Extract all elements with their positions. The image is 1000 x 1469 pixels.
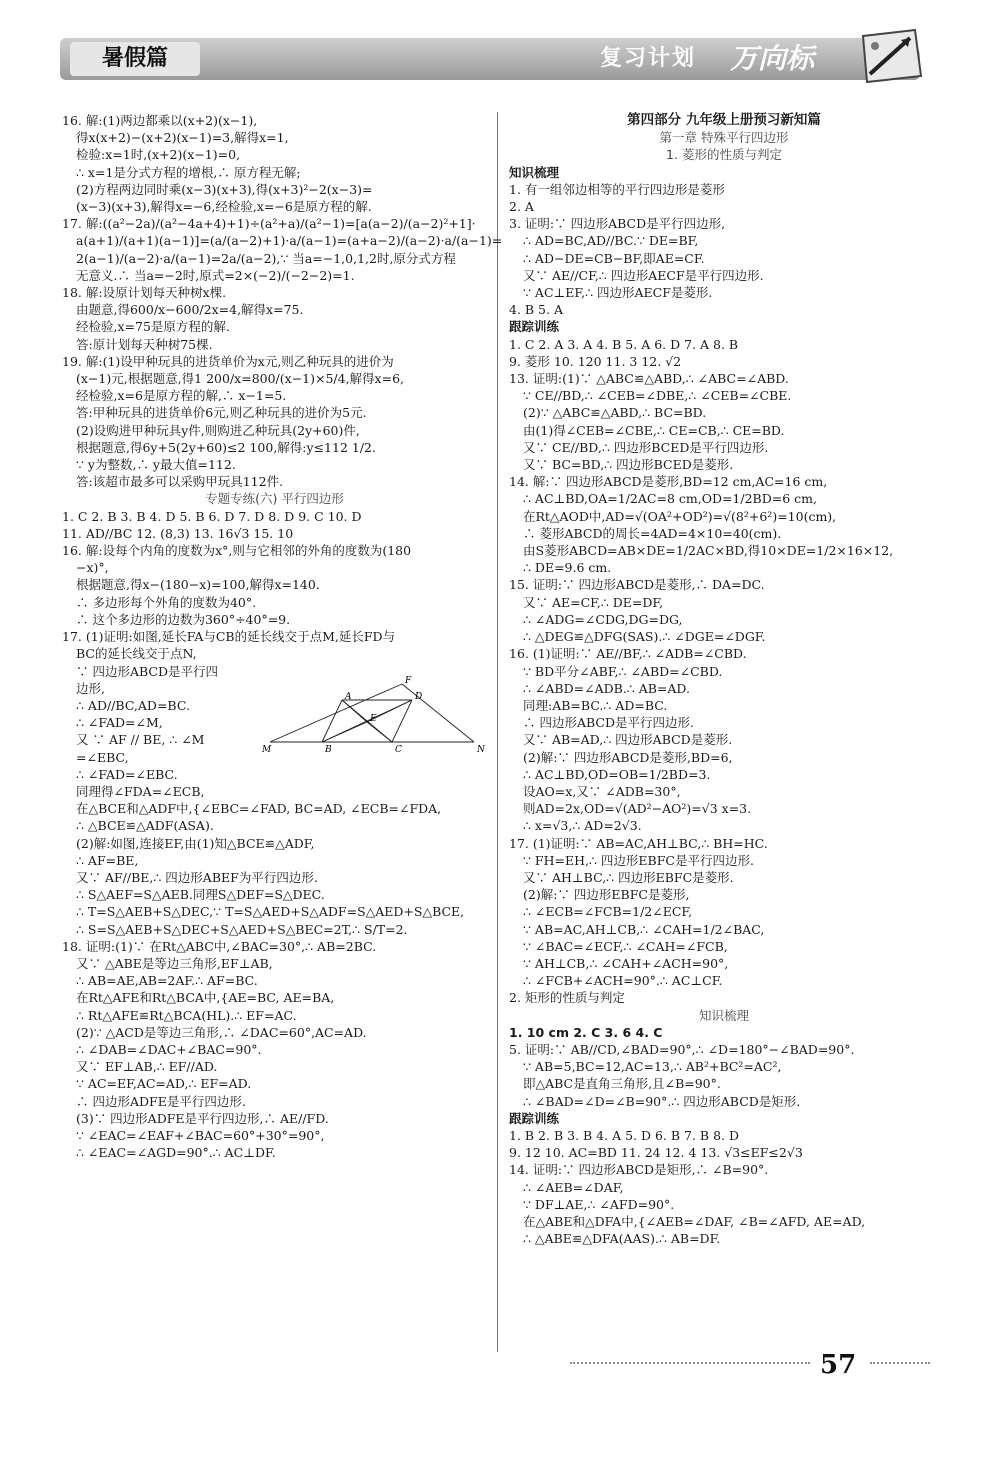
text-line: ∵ AB=AC,AH⊥CB,∴ ∠CAH=1/2∠BAC,	[523, 921, 765, 937]
text-line: (2)解:∵ 四边形ABCD是菱形,BD=6,	[523, 749, 733, 765]
text-line: 19. 解:(1)设甲种玩具的进货单价为x元,则乙种玩具的进价为	[62, 353, 394, 369]
text-line: ∴ AD−DE=CB−BF,即AE=CF.	[523, 250, 705, 266]
text-line: (2)设购进甲种玩具y件,则购进乙种玩具(2y+60)件,	[76, 422, 360, 438]
text-line: 14. 解:∵ 四边形ABCD是菱形,BD=12 cm,AC=16 cm,	[509, 474, 828, 490]
text-line: 又∵ △ABE是等边三角形,EF⊥AB,	[76, 955, 273, 971]
text-line: 4. B 5. A	[509, 302, 563, 318]
text-line: 16. (1)证明:∵ AE//BF,∴ ∠ADB=∠CBD.	[509, 646, 747, 662]
text-line: 同理得∠FDA=∠ECB,	[76, 783, 205, 799]
text-line: ∵ 四边形ABCD是平行四	[76, 663, 219, 679]
text-line: ∴ T=S△AEB+S△DEC,∵ T=S△AED+S△ADF=S△AED+S△BCE,	[76, 904, 465, 920]
text-line: 又 ∵ AF // BE, ∴ ∠M	[76, 732, 205, 748]
figure-label: D	[415, 692, 423, 703]
text-line: ∴ 多边形每个外角的度数为40°.	[76, 594, 257, 610]
text-line: (2)解:∵ 四边形EBFC是菱形,	[523, 887, 690, 903]
text-line: 又∵ BC=BD,∴ 四边形BCED是菱形.	[523, 457, 734, 473]
parallelogram-figure	[262, 676, 485, 756]
text-line: 又∵ AE//CF,∴ 四边形AECF是平行四边形.	[523, 267, 764, 283]
text-line: 16. 解:设每个内角的度数为x°,则与它相邻的外角的度数为(180	[62, 543, 412, 559]
text-line: 由S菱形ABCD=AB×DE=1/2AC×BD,得10×DE=1/2×16×12,	[523, 543, 894, 559]
text-line: ∴ S=S△AEB+S△DEC+S△AED+S△BEC=2T,∴ S/T=2.	[76, 921, 408, 937]
text-line: 答:甲种玩具的进货单价6元,则乙种玩具的进价为5元.	[76, 405, 367, 421]
text-line: ∴ DE=9.6 cm.	[523, 560, 612, 576]
figure-label: C	[395, 745, 402, 756]
text-line: 跟踪训练	[509, 319, 560, 335]
text-line: ∴ AC⊥BD,OA=1/2AC=8 cm,OD=1/2BD=6 cm,	[523, 491, 817, 507]
text-line: 在△ABE和△DFA中,{∠AEB=∠DAF, ∠B=∠AFD, AE=AD,	[523, 1214, 866, 1229]
text-line: 根据题意,得x−(180−x)=100,解得x=140.	[76, 577, 320, 593]
text-line: 边形,	[76, 680, 105, 696]
text-line: 15. 证明:∵ 四边形ABCD是菱形,∴ DA=DC.	[509, 577, 765, 593]
text-line: ∴ ∠BAD=∠D=∠B=90°.∴ 四边形ABCD是矩形.	[523, 1093, 801, 1109]
text-line: 则AD=2x,OD=√(AD²−AO²)=√3 x=3.	[523, 801, 752, 817]
text-line: BC的延长线交于点N,	[76, 646, 197, 662]
text-line: =∠EBC,	[76, 749, 129, 765]
text-line: ∴ AD//BC,AD=BC.	[76, 697, 190, 713]
text-line: 又∵ AE=CF,∴ DE=DF,	[523, 594, 664, 610]
figure-label: M	[262, 745, 272, 756]
text-line: 2(a−1)/(a−2)·a/(a−1)=2a/(a−2),∵ 当a=−1,0,1,2时,原分式方程	[76, 250, 456, 266]
text-line: 1. B 2. B 3. B 4. A 5. D 6. B 7. B 8. D	[509, 1127, 740, 1143]
text-line: (3)∵ 四边形ADFE是平行四边形,∴ AE//FD.	[76, 1110, 329, 1126]
plan-label: 复习计划	[600, 46, 697, 71]
text-line: 9. 12 10. AC=BD 11. 24 12. 4 13. √3≤EF≤2√3	[509, 1145, 803, 1161]
text-line: ∴ ∠ADG=∠CDG,DG=DG,	[523, 611, 683, 627]
text-line: 1. 菱形的性质与判定	[666, 147, 782, 163]
text-line: 设AO=x,又∵ ∠ADB=30°,	[523, 783, 681, 799]
text-line: a(a+1)/(a+1)(a−1)]=(a/(a−2)+1)·a/(a−1)=(a+a−2)/(a−2)·a/(a−1)=	[76, 233, 503, 249]
text-line: (x−3)(x+3),解得x=−6,经检验,x=−6是原方程的解.	[76, 199, 372, 215]
text-line: (2)∵ △ACD是等边三角形,∴ ∠DAC=60°,AC=AD.	[76, 1024, 367, 1040]
text-line: ∴ △ABE≌△DFA(AAS).∴ AB=DF.	[523, 1231, 721, 1247]
figure-label: A	[345, 692, 352, 703]
text-line: 5. 证明:∵ AB//CD,∠BAD=90°,∴ ∠D=180°−∠BAD=90°.	[509, 1041, 855, 1057]
text-line: ∴ 四边形ADFE是平行四边形.	[76, 1093, 246, 1109]
text-line: 2. 矩形的性质与判定	[509, 990, 625, 1006]
text-line: 又∵ AH⊥BC,∴ 四边形EBFC是菱形.	[523, 869, 734, 885]
text-line: −x)°,	[76, 560, 109, 576]
right-column	[509, 112, 939, 1247]
text-line: (2)∵ △ABC≌△ABD,∴ BC=BD.	[523, 405, 707, 421]
arrow-logo-icon	[855, 26, 925, 86]
text-line: 由(1)得∠CEB=∠CBE,∴ CE=CB,∴ CE=BD.	[523, 422, 785, 438]
text-line: ∵ ∠BAC=∠ECF,∴ ∠CAH=∠FCB,	[523, 938, 728, 954]
text-line: 16. 解:(1)两边都乘以(x+2)(x−1),	[62, 113, 258, 128]
figure-label: B	[325, 745, 332, 756]
text-line: 9. 菱形 10. 120 11. 3 12. √2	[509, 353, 682, 369]
text-line: 1. C 2. B 3. B 4. D 5. B 6. D 7. D 8. D 9. C 10. D	[62, 508, 362, 524]
text-line: ∴ 这个多边形的边数为360°÷40°=9.	[76, 611, 291, 627]
text-line: 知识梳理	[698, 1007, 749, 1023]
text-line: 即△ABC是直角三角形,且∠B=90°.	[523, 1076, 721, 1092]
text-line: ∴ AF=BE,	[76, 852, 139, 868]
text-line: ∴ x=1是分式方程的增根,∴ 原方程无解;	[76, 164, 301, 180]
text-line: ∵ BD平分∠ABF,∴ ∠ABD=∠CBD.	[523, 663, 723, 679]
text-line: ∴ ∠ABD=∠ADB.∴ AB=AD.	[523, 680, 690, 696]
text-line: 根据题意,得6y+5(2y+60)≤2 100,解得:y≤112 1/2.	[76, 439, 376, 455]
text-line: 17. (1)证明:如图,延长FA与CB的延长线交于点M,延长FD与	[62, 629, 396, 645]
text-line: ∵ y为整数,∴ y最大值=112.	[76, 457, 236, 473]
text-line: 17. 解:((a²−2a)/(a²−4a+4)+1)÷(a²+a)/(a²−1)=[a(a−2)/(a−2)²+1]·	[62, 216, 476, 232]
text-line: 1. C 2. A 3. A 4. B 5. A 6. D 7. A 8. B	[509, 336, 739, 352]
text-line: 答:原计划每天种树75棵.	[76, 336, 213, 352]
figure-label: F	[405, 676, 412, 687]
text-line: 专题专练(六) 平行四边形	[205, 491, 344, 507]
text-line: 1. 10 cm 2. C 3. 6 4. C	[509, 1024, 663, 1040]
figure-label: N	[477, 745, 485, 756]
footer-dots-right	[870, 1362, 930, 1364]
text-line: ∴ AB=AE,AB=2AF.∴ AF=BC.	[76, 973, 258, 989]
text-line: ∴ 四边形ABCD是平行四边形.	[523, 715, 694, 731]
figure-label: E	[370, 714, 377, 725]
text-line: ∵ DF⊥AE,∴ ∠AFD=90°.	[523, 1196, 675, 1212]
text-line: ∴ ∠EAC=∠AGD=90°.∴ AC⊥DF.	[76, 1145, 276, 1161]
text-line: ∴ 菱形ABCD的周长=4AD=4×10=40(cm).	[523, 525, 782, 541]
text-line: 11. AD//BC 12. (8,3) 13. 16√3 15. 10	[62, 525, 294, 541]
text-line: 第一章 特殊平行四边形	[659, 130, 789, 146]
text-line: 第四部分 九年级上册预习新知篇	[627, 112, 821, 128]
text-line: ∵ AB=5,BC=12,AC=13,∴ AB²+BC²=AC²,	[523, 1059, 782, 1075]
text-line: 经检验,x=6是原方程的解,∴ x−1=5.	[76, 388, 287, 404]
text-line: ∴ △BCE≌△ADF(ASA).	[76, 818, 214, 834]
text-line: 又∵ AB=AD,∴ 四边形ABCD是菱形.	[523, 732, 733, 748]
text-line: ∴ ∠FAD=∠M,	[76, 715, 163, 731]
text-line: ∴ ∠DAB=∠DAC+∠BAC=90°.	[76, 1041, 262, 1057]
text-line: 18. 解:设原计划每天种树x棵.	[62, 285, 227, 301]
text-line: 18. 证明:(1)∵ 在Rt△ABC中,∠BAC=30°,∴ AB=2BC.	[62, 938, 377, 954]
text-line: ∴ ∠ECB=∠FCB=1/2∠ECF,	[523, 904, 693, 920]
text-line: ∵ CE//BD,∴ ∠CEB=∠DBE,∴ ∠CEB=∠CBE.	[523, 388, 792, 404]
text-line: 1. 有一组邻边相等的平行四边形是菱形	[509, 181, 725, 197]
text-line: ∴ ∠AEB=∠DAF,	[523, 1179, 624, 1195]
text-line: ∴ ∠FAD=∠EBC.	[76, 766, 178, 782]
text-line: ∴ S△AEF=S△AEB.同理S△DEF=S△DEC.	[76, 887, 325, 903]
text-line: ∵ AH⊥CB,∴ ∠CAH+∠ACH=90°,	[523, 955, 729, 971]
text-line: ∴ AD=BC,AD//BC.∵ DE=BF,	[523, 233, 699, 249]
text-line: 知识梳理	[509, 164, 560, 180]
text-line: 跟踪训练	[509, 1110, 560, 1126]
text-line: 又∵ EF⊥AB,∴ EF//AD.	[76, 1059, 218, 1075]
page-number: 57	[820, 1350, 857, 1380]
text-line: 经检验,x=75是原方程的解.	[76, 319, 230, 335]
text-line: ∵ ∠EAC=∠EAF+∠BAC=60°+30°=90°,	[76, 1127, 325, 1143]
text-line: ∵ AC⊥EF,∴ 四边形AECF是菱形.	[523, 285, 713, 301]
text-line: 14. 证明:∵ 四边形ABCD是矩形,∴ ∠B=90°.	[509, 1162, 769, 1178]
text-line: ∵ FH=EH,∴ 四边形EBFC是平行四边形.	[523, 852, 754, 868]
text-line: ∴ ∠FCB+∠ACH=90°.∴ AC⊥CF.	[523, 973, 723, 989]
text-line: 在Rt△AFE和Rt△BCA中,{AE=BC, AE=BA,	[76, 990, 335, 1006]
text-line: 13. 证明:(1)∵ △ABC≌△ABD,∴ ∠ABC=∠ABD.	[509, 371, 789, 387]
footer-dots	[570, 1362, 810, 1364]
left-column	[62, 112, 503, 1161]
text-line: ∴ x=√3,∴ AD=2√3.	[523, 818, 642, 834]
text-line: 2. A	[509, 199, 534, 215]
text-line: 答:该超市最多可以采购甲玩具112件.	[76, 474, 284, 490]
text-line: ∴ Rt△AFE≌Rt△BCA(HL).∴ EF=AC.	[76, 1007, 297, 1023]
text-line: 由题意,得600/x−600/2x=4,解得x=75.	[76, 302, 304, 318]
text-line: 3. 证明:∵ 四边形ABCD是平行四边形,	[509, 216, 726, 232]
text-line: (x−1)元,根据题意,得1 200/x=800/(x−1)×5/4,解得x=6,	[76, 371, 405, 387]
text-line: 得x(x+2)−(x+2)(x−1)=3,解得x=1,	[76, 130, 289, 146]
text-line: 在△BCE和△ADF中,{∠EBC=∠FAD, BC=AD, ∠ECB=∠FDA,	[76, 801, 442, 817]
text-line: 同理:AB=BC.∴ AD=BC.	[523, 697, 668, 713]
text-line: ∴ AC⊥BD,OD=OB=1/2BD=3.	[523, 766, 711, 782]
section-tag: 暑假篇	[70, 42, 200, 76]
text-line: 又∵ AF//BE,∴ 四边形ABEF为平行四边形.	[76, 869, 318, 885]
text-line: ∵ AC=EF,AC=AD,∴ EF=AD.	[76, 1076, 252, 1092]
text-line: 17. (1)证明:∵ AB=AC,AH⊥BC,∴ BH=HC.	[509, 835, 768, 851]
text-line: 在Rt△AOD中,AD=√(OA²+OD²)=√(8²+6²)=10(cm),	[523, 508, 837, 524]
text-line: ∴ △DEG≌△DFG(SAS).∴ ∠DGE=∠DGF.	[523, 629, 766, 645]
text-line: 检验:x=1时,(x+2)(x−1)=0,	[76, 147, 241, 163]
text-line: (2)解:如图,连接EF,由(1)知△BCE≌△ADF,	[76, 835, 315, 851]
text-line: 无意义.∴ 当a=−2时,原式=2×(−2)/(−2−2)=1.	[76, 267, 355, 283]
column-divider	[497, 112, 498, 1352]
brand-logo-text: 万向标	[730, 42, 815, 75]
text-line: (2)方程两边同时乘(x−3)(x+3),得(x+3)²−2(x−3)=	[76, 181, 373, 197]
text-line: 又∵ CE//BD,∴ 四边形BCED是平行四边形.	[523, 439, 769, 455]
